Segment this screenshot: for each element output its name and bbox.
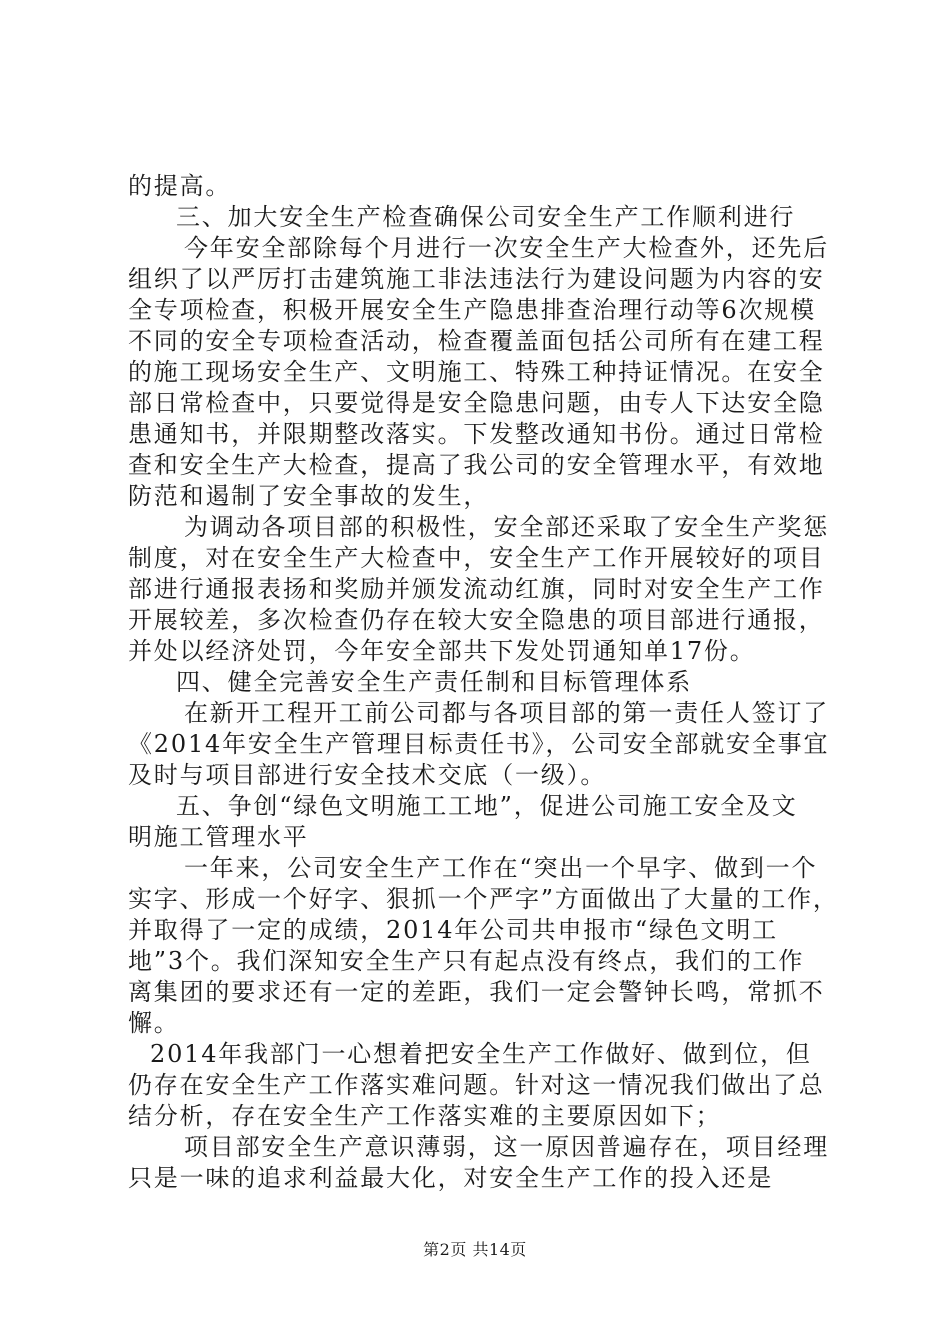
section-heading-3: 三、加大安全生产检查确保公司安全生产工作顺利进行 [176, 203, 796, 231]
text-line: 的提高。 [128, 172, 232, 200]
text-line: 为调动各项目部的积极性，安全部还采取了安全生产奖惩 [184, 513, 829, 541]
text-line: 部日常检查中，只要觉得是安全隐患问题，由专人下达安全隐 [128, 389, 825, 417]
text-line: 仍存在安全生产工作落实难问题。针对这一情况我们做出了总 [128, 1071, 825, 1099]
text-line: 实字、形成一个好字、狠抓一个严字”方面做出了大量的工作， [128, 885, 839, 913]
text-line: 只是一味的追求利益最大化，对安全生产工作的投入还是 [128, 1164, 773, 1192]
text-line: 明施工管理水平 [128, 823, 309, 851]
text-line: 并取得了一定的成绩，2014年公司共申报市“绿色文明工 [128, 916, 778, 944]
text-line: 2014年我部门一心想着把安全生产工作做好、做到位，但 [150, 1040, 812, 1068]
text-line: 结分析，存在安全生产工作落实难的主要原因如下； [128, 1102, 722, 1130]
section-heading-4: 四、健全完善安全生产责任制和目标管理体系 [176, 668, 692, 696]
section-heading-5: 五、争创“绿色文明施工工地”，促进公司施工安全及文 [176, 792, 798, 820]
text-line: 一年来，公司安全生产工作在“突出一个早字、做到一个 [184, 854, 818, 882]
text-line: 懈。 [128, 1009, 180, 1037]
text-line: 在新开工程开工前公司都与各项目部的第一责任人签订了 [184, 699, 829, 727]
document-body [128, 171, 842, 1194]
text-line: 开展较差，多次检查仍存在较大安全隐患的项目部进行通报， [128, 606, 825, 634]
text-line: 查和安全生产大检查，提高了我公司的安全管理水平，有效地 [128, 451, 825, 479]
text-line: 离集团的要求还有一定的差距，我们一定会警钟长鸣，常抓不 [128, 978, 825, 1006]
text-line: 的施工现场安全生产、文明施工、特殊工种持证情况。在安全 [128, 358, 825, 386]
page-number-footer: 第2页 共14页 [423, 1240, 527, 1259]
text-line: 部进行通报表扬和奖励并颁发流动红旗，同时对安全生产工作 [128, 575, 825, 603]
text-line: 患通知书，并限期整改落实。下发整改通知书份。通过日常检 [128, 420, 825, 448]
text-line: 组织了以严厉打击建筑施工非法违法行为建设问题为内容的安 [128, 265, 825, 293]
text-line: 不同的安全专项检查活动，检查覆盖面包括公司所有在建工程 [128, 327, 825, 355]
text-line: 地”3个。我们深知安全生产只有起点没有终点，我们的工作 [128, 947, 805, 975]
text-line: 今年安全部除每个月进行一次安全生产大检查外，还先后 [184, 234, 829, 262]
text-line: 项目部安全生产意识薄弱，这一原因普遍存在，项目经理 [184, 1133, 829, 1161]
text-line: 制度，对在安全生产大检查中，安全生产工作开展较好的项目 [128, 544, 825, 572]
text-line: 防范和遏制了安全事故的发生， [128, 482, 490, 510]
text-line: 《2014年安全生产管理目标责任书》，公司安全部就安全事宜 [128, 730, 830, 758]
text-line: 并处以经济处罚，今年安全部共下发处罚通知单17份。 [128, 637, 756, 665]
text-line: 全专项检查，积极开展安全生产隐患排查治理行动等6次规模 [128, 296, 816, 324]
text-line: 及时与项目部进行安全技术交底（一级）。 [128, 761, 607, 789]
